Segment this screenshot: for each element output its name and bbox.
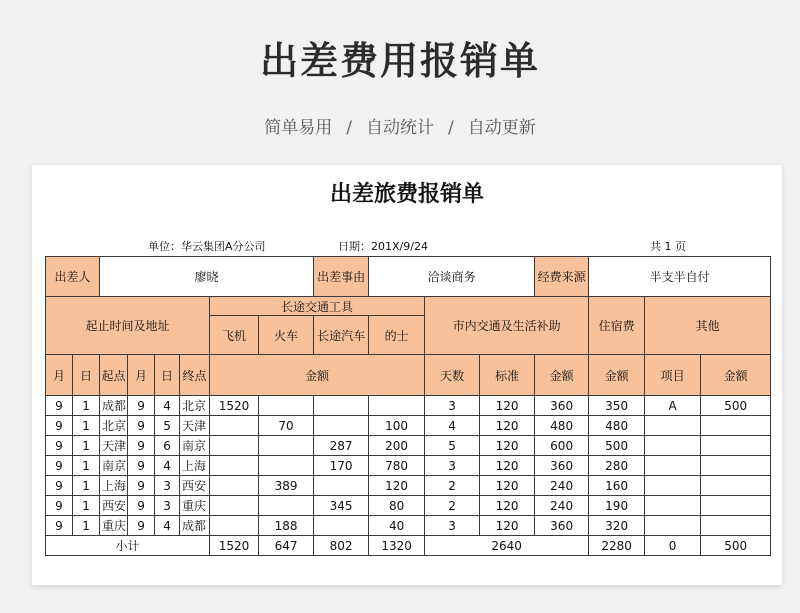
table-row xyxy=(46,416,771,436)
subtotal-row xyxy=(46,536,771,556)
cell-plane[interactable] xyxy=(210,496,259,516)
cell-plane[interactable] xyxy=(210,416,259,436)
cell-lodging[interactable]: 190 xyxy=(589,496,645,516)
cell-plane[interactable] xyxy=(210,436,259,456)
tag-auto-stat: 自动统计 xyxy=(366,118,434,138)
cell-plane[interactable]: 1520 xyxy=(210,396,259,416)
table-row xyxy=(46,496,771,516)
cell-other[interactable] xyxy=(701,456,771,476)
cell-days[interactable]: 4 xyxy=(425,416,480,436)
subtotal-subsidy: 2640 xyxy=(425,536,589,556)
subtotal-plane: 1520 xyxy=(210,536,259,556)
cell-days[interactable]: 2 xyxy=(425,476,480,496)
cell-destination[interactable]: 成都 xyxy=(180,516,210,536)
tag-auto-update: 自动更新 xyxy=(467,118,536,138)
funding-value[interactable]: 半支半自付 xyxy=(589,257,771,297)
cell-item[interactable] xyxy=(645,456,701,476)
cell-days[interactable]: 3 xyxy=(425,516,480,536)
subtotal-label: 小计 xyxy=(46,536,210,556)
cell-taxi[interactable] xyxy=(369,396,425,416)
cell-taxi[interactable]: 40 xyxy=(369,516,425,536)
cell-destination[interactable]: 重庆 xyxy=(180,496,210,516)
cell-subsidy[interactable]: 600 xyxy=(535,436,589,456)
header-long-transport: 长途交通工具 xyxy=(210,297,425,316)
info-row xyxy=(46,257,771,297)
cell-bus[interactable] xyxy=(314,476,369,496)
header-taxi: 的士 xyxy=(369,316,425,355)
cell-month-end[interactable]: 9 xyxy=(128,396,155,416)
cell-train[interactable] xyxy=(259,396,314,416)
header-plane: 飞机 xyxy=(210,316,259,355)
cell-standard[interactable]: 120 xyxy=(480,396,535,416)
cell-day-start[interactable]: 1 xyxy=(73,496,100,516)
cell-lodging[interactable]: 280 xyxy=(589,456,645,476)
cell-standard[interactable]: 120 xyxy=(480,456,535,476)
cell-day-end[interactable]: 3 xyxy=(155,476,180,496)
cell-day-start[interactable]: 1 xyxy=(73,516,100,536)
cell-standard[interactable]: 120 xyxy=(480,496,535,516)
cell-lodging[interactable]: 500 xyxy=(589,436,645,456)
sheet-title: 出差旅费报销单 xyxy=(329,182,484,207)
cell-other[interactable] xyxy=(701,496,771,516)
cell-taxi[interactable]: 780 xyxy=(369,456,425,476)
header-lodging: 住宿费 xyxy=(589,297,645,355)
cell-day-end[interactable]: 3 xyxy=(155,496,180,516)
cell-month-end[interactable]: 9 xyxy=(128,516,155,536)
table-row xyxy=(46,396,771,416)
cell-subsidy[interactable]: 360 xyxy=(535,516,589,536)
reason-label: 出差事由 xyxy=(314,257,369,297)
cell-destination[interactable]: 上海 xyxy=(180,456,210,476)
cell-day-end[interactable]: 6 xyxy=(155,436,180,456)
subtotal-train: 647 xyxy=(259,536,314,556)
header-train: 火车 xyxy=(259,316,314,355)
cell-subsidy[interactable]: 360 xyxy=(535,396,589,416)
cell-plane[interactable] xyxy=(210,456,259,476)
header-day-end: 日 xyxy=(155,355,180,396)
cell-train[interactable]: 70 xyxy=(259,416,314,436)
cell-day-start[interactable]: 1 xyxy=(73,476,100,496)
tag-separator: / xyxy=(346,118,352,138)
header-day: 日 xyxy=(73,355,100,396)
banner-title: 出差费用报销单 xyxy=(259,39,540,83)
cell-destination[interactable]: 北京 xyxy=(180,396,210,416)
cell-standard[interactable]: 120 xyxy=(480,516,535,536)
cell-lodging[interactable]: 160 xyxy=(589,476,645,496)
cell-month-end[interactable]: 9 xyxy=(128,476,155,496)
cell-days[interactable]: 2 xyxy=(425,496,480,516)
header-time-place: 起止时间及地址 xyxy=(46,297,210,355)
header-origin: 起点 xyxy=(100,355,128,396)
subtotal-taxi: 1320 xyxy=(369,536,425,556)
cell-origin[interactable]: 北京 xyxy=(100,416,128,436)
cell-month-start[interactable]: 9 xyxy=(46,396,73,416)
traveler-value[interactable]: 廖晓 xyxy=(100,257,314,297)
table-row xyxy=(46,476,771,496)
subtotal-bus: 802 xyxy=(314,536,369,556)
cell-lodging[interactable]: 320 xyxy=(589,516,645,536)
cell-other[interactable] xyxy=(701,436,771,456)
cell-origin[interactable]: 天津 xyxy=(100,436,128,456)
cell-taxi[interactable]: 100 xyxy=(369,416,425,436)
cell-subsidy[interactable]: 240 xyxy=(535,496,589,516)
subtotal-lodging: 2280 xyxy=(589,536,645,556)
cell-bus[interactable]: 170 xyxy=(314,456,369,476)
tag-easy: 简单易用 xyxy=(264,118,333,138)
header-other: 其他 xyxy=(645,297,771,355)
cell-other[interactable] xyxy=(701,476,771,496)
cell-destination[interactable]: 天津 xyxy=(180,416,210,436)
header-destination: 终点 xyxy=(180,355,210,396)
cell-bus[interactable]: 287 xyxy=(314,436,369,456)
header-month: 月 xyxy=(46,355,73,396)
cell-standard[interactable]: 120 xyxy=(480,476,535,496)
cell-origin[interactable]: 南京 xyxy=(100,456,128,476)
table-row xyxy=(46,516,771,536)
cell-bus[interactable] xyxy=(314,416,369,436)
header-row-1 xyxy=(46,297,771,316)
cell-lodging[interactable]: 480 xyxy=(589,416,645,436)
header-other-amount: 金额 xyxy=(701,355,771,396)
cell-day-end[interactable]: 4 xyxy=(155,396,180,416)
cell-subsidy[interactable]: 360 xyxy=(535,456,589,476)
cell-train[interactable] xyxy=(259,496,314,516)
cell-destination[interactable]: 西安 xyxy=(180,476,210,496)
cell-standard[interactable]: 120 xyxy=(480,436,535,456)
header-bus: 长途汽车 xyxy=(314,316,369,355)
cell-item[interactable] xyxy=(645,436,701,456)
cell-days[interactable]: 3 xyxy=(425,456,480,476)
date-label: 日期：201X/9/24 xyxy=(338,240,428,253)
cell-month-start[interactable]: 9 xyxy=(46,516,73,536)
cell-month-start[interactable]: 9 xyxy=(46,416,73,436)
cell-plane[interactable] xyxy=(210,476,259,496)
cell-day-start[interactable]: 1 xyxy=(73,456,100,476)
cell-month-start[interactable]: 9 xyxy=(46,436,73,456)
header-days: 天数 xyxy=(425,355,480,396)
cell-other[interactable] xyxy=(701,516,771,536)
cell-bus[interactable] xyxy=(314,516,369,536)
banner-tagline xyxy=(0,113,800,138)
cell-train[interactable] xyxy=(259,436,314,456)
cell-month-start[interactable]: 9 xyxy=(46,456,73,476)
page-count: 共 1 页 xyxy=(650,240,686,253)
cell-day-start[interactable]: 1 xyxy=(73,436,100,456)
cell-day-end[interactable]: 4 xyxy=(155,516,180,536)
cell-plane[interactable] xyxy=(210,516,259,536)
cell-taxi[interactable]: 200 xyxy=(369,436,425,456)
subtotal-other: 500 xyxy=(701,536,771,556)
cell-other[interactable]: 500 xyxy=(701,396,771,416)
cell-days[interactable]: 3 xyxy=(425,396,480,416)
cell-origin[interactable]: 重庆 xyxy=(100,516,128,536)
header-row-3 xyxy=(46,355,771,396)
expense-table xyxy=(45,256,771,556)
cell-day-end[interactable]: 5 xyxy=(155,416,180,436)
header-subsidy-amount: 金额 xyxy=(535,355,589,396)
cell-month-end[interactable]: 9 xyxy=(128,496,155,516)
funding-label: 经费来源 xyxy=(535,257,589,297)
cell-day-start[interactable]: 1 xyxy=(73,396,100,416)
reason-value[interactable]: 洽谈商务 xyxy=(369,257,535,297)
cell-subsidy[interactable]: 480 xyxy=(535,416,589,436)
cell-item[interactable] xyxy=(645,476,701,496)
cell-day-end[interactable]: 4 xyxy=(155,456,180,476)
cell-month-start[interactable]: 9 xyxy=(46,496,73,516)
table-row xyxy=(46,456,771,476)
cell-subsidy[interactable]: 240 xyxy=(535,476,589,496)
unit-label: 单位：华云集团A分公司 xyxy=(148,240,266,253)
cell-bus[interactable]: 345 xyxy=(314,496,369,516)
cell-train[interactable]: 188 xyxy=(259,516,314,536)
subtotal-item: 0 xyxy=(645,536,701,556)
cell-month-end[interactable]: 9 xyxy=(128,416,155,436)
header-transport-amount: 金额 xyxy=(210,355,425,396)
cell-item[interactable] xyxy=(645,416,701,436)
cell-day-start[interactable]: 1 xyxy=(73,416,100,436)
cell-taxi[interactable]: 120 xyxy=(369,476,425,496)
cell-month-end[interactable]: 9 xyxy=(128,436,155,456)
cell-origin[interactable]: 成都 xyxy=(100,396,128,416)
tag-separator: / xyxy=(448,118,454,138)
cell-other[interactable] xyxy=(701,416,771,436)
cell-standard[interactable]: 120 xyxy=(480,416,535,436)
traveler-label: 出差人 xyxy=(46,257,100,297)
table-row xyxy=(46,436,771,456)
cell-item[interactable] xyxy=(645,516,701,536)
cell-month-start[interactable]: 9 xyxy=(46,476,73,496)
cell-taxi[interactable]: 80 xyxy=(369,496,425,516)
cell-item[interactable] xyxy=(645,496,701,516)
cell-origin[interactable]: 西安 xyxy=(100,496,128,516)
header-item: 项目 xyxy=(645,355,701,396)
header-month-end: 月 xyxy=(128,355,155,396)
cell-origin[interactable]: 上海 xyxy=(100,476,128,496)
cell-days[interactable]: 5 xyxy=(425,436,480,456)
cell-train[interactable] xyxy=(259,456,314,476)
header-lodging-amount: 金额 xyxy=(589,355,645,396)
cell-destination[interactable]: 南京 xyxy=(180,436,210,456)
cell-lodging[interactable]: 350 xyxy=(589,396,645,416)
cell-item[interactable]: A xyxy=(645,396,701,416)
header-city-subsidy: 市内交通及生活补助 xyxy=(425,297,589,355)
cell-train[interactable]: 389 xyxy=(259,476,314,496)
cell-month-end[interactable]: 9 xyxy=(128,456,155,476)
cell-bus[interactable] xyxy=(314,396,369,416)
header-standard: 标准 xyxy=(480,355,535,396)
spreadsheet-preview xyxy=(32,165,782,585)
